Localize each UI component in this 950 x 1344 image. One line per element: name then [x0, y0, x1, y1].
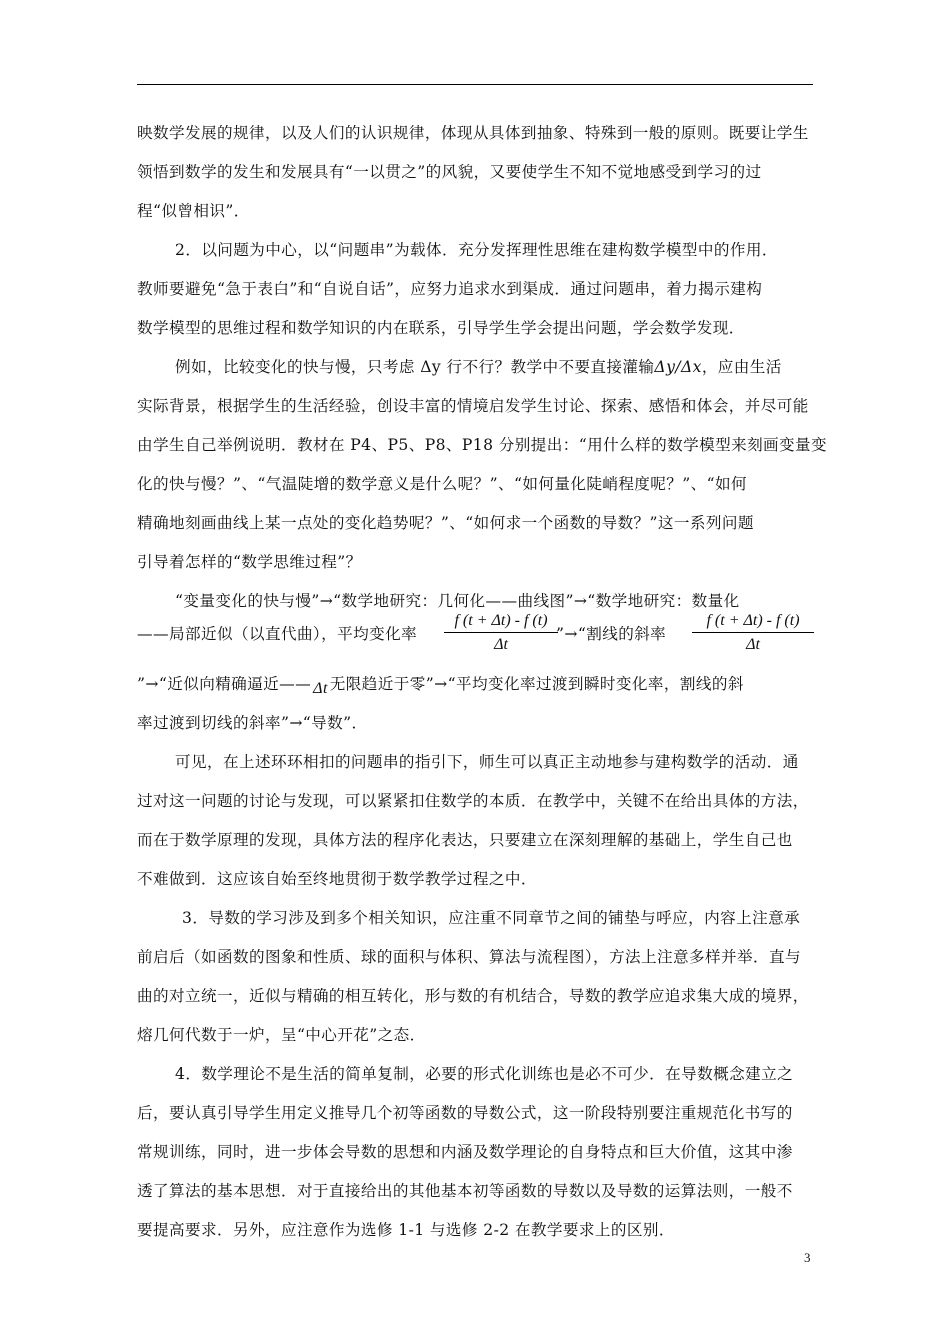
- page-number: 3: [804, 1250, 811, 1265]
- fraction-bar: [692, 632, 814, 633]
- fraction-denominator: Δt: [494, 636, 508, 653]
- fraction-bar: [444, 632, 558, 633]
- delta-ratio: Δy/Δx: [654, 358, 702, 376]
- text-line: 3．导数的学习涉及到多个相关知识，应注重不同章节之间的铺垫与呼应，内容上注意承: [182, 909, 801, 927]
- text-line: 领悟到数学的发生和发展具有“一以贯之”的风貌，又要使学生不知不觉地感受到学习的过: [137, 163, 762, 181]
- text-line: 映数学发展的规律，以及人们的认识规律，体现从具体到抽象、特殊到一般的原则。既要让学生: [137, 124, 809, 142]
- secant-slope-fraction: [692, 611, 814, 655]
- delta-t: Δt: [313, 680, 328, 697]
- text-line: 2．以问题为中心，以“问题串”为载体．充分发挥理性思维在建构数学模型中的作用．: [175, 241, 778, 259]
- text-line: 常规训练，同时，进一步体会导数的思想和内涵及数学理论的自身特点和巨大价值，这其中渗: [137, 1143, 793, 1161]
- fraction-numerator: f (t + Δt) - f (t): [454, 612, 548, 629]
- text-line: 引导着怎样的“数学思维过程”？: [137, 553, 362, 571]
- text-line: 精确地刻画曲线上某一点处的变化趋势呢？”、“如何求一个函数的导数？”这一系列问题: [137, 514, 754, 532]
- average-rate-fraction: [444, 611, 558, 655]
- text-line: ——局部近似（以直代曲），平均变化率: [137, 625, 418, 643]
- text-line: 后，要认真引导学生用定义推导几个初等函数的导数公式，这一阶段特别要注重规范化书写的: [137, 1104, 793, 1122]
- text-line: 熔几何代数于一炉，呈“中心开花”之态．: [137, 1026, 426, 1044]
- text-line: 而在于数学原理的发现，具体方法的程序化表达，只要建立在深刻理解的基础上，学生自己也: [137, 831, 793, 849]
- fraction-denominator: Δt: [746, 636, 760, 653]
- text-segment: ”→“近似向精确逼近——: [137, 675, 312, 693]
- fraction-numerator: f (t + Δt) - f (t): [706, 612, 800, 629]
- text-line: 过对这一问题的讨论与发现，可以紧紧扣住数学的本质．在教学中，关键不在给出具体的方法，: [137, 792, 809, 810]
- text-line: 曲的对立统一，近似与精确的相互转化，形与数的有机结合，导数的教学应追求集大成的境界，: [137, 987, 809, 1005]
- text-line: ”→“割线的斜率: [556, 625, 667, 643]
- text-segment: 无限趋近于零”→“平均变化率过渡到瞬时变化率，割线的斜: [329, 675, 744, 693]
- text-line: 程“似曾相识”．: [137, 202, 250, 220]
- text-segment: 例如，比较变化的快与慢，只考虑 Δy 行不行？教学中不要直接灌输: [175, 358, 655, 376]
- text-line: 透了算法的基本思想．对于直接给出的其他基本初等函数的导数以及导数的运算法则，一般不: [137, 1182, 793, 1200]
- text-line: 化的快与慢？”、“气温陡增的数学意义是什么呢？”、“如何量化陡峭程度呢？”、“如何: [137, 475, 748, 493]
- text-line: 数学模型的思维过程和数学知识的内在联系，引导学生学会提出问题，学会数学发现．: [137, 319, 745, 337]
- text-line: “变量变化的快与慢”→“数学地研究：几何化——曲线图”→“数学地研究：数量化: [175, 592, 740, 610]
- text-line: [137, 674, 817, 695]
- text-segment: ，应由生活: [701, 358, 782, 376]
- text-line: 由学生自己举例说明．教材在 P4、P5、P8、P18 分别提出：“用什么样的数学模型来刻画变量变: [137, 436, 828, 454]
- text-line: 要提高要求．另外，应注意作为选修 1-1 与选修 2-2 在教学要求上的区别．: [137, 1221, 675, 1239]
- header-rule: [137, 84, 813, 85]
- text-line: [175, 357, 817, 377]
- text-line: 率过渡到切线的斜率”→“导数”．: [137, 714, 368, 732]
- text-line: 前启后（如函数的图象和性质、球的面积与体积、算法与流程图），方法上注意多样并举．直与: [137, 948, 801, 966]
- text-line: 可见，在上述环环相扣的问题串的指引下，师生可以真正主动地参与建构数学的活动．通: [175, 753, 799, 771]
- text-line: 4．数学理论不是生活的简单复制，必要的形式化训练也是必不可少．在导数概念建立之: [175, 1065, 794, 1083]
- text-line: 实际背景，根据学生的生活经验，创设丰富的情境启发学生讨论、探索、感悟和体会，并尽可能: [137, 397, 809, 415]
- text-line: 不难做到．这应该自始至终地贯彻于数学教学过程之中．: [137, 870, 537, 888]
- text-line: 教师要避免“急于表白”和“自说自话”，应努力追求水到渠成．通过问题串，着力揭示建构: [137, 280, 763, 298]
